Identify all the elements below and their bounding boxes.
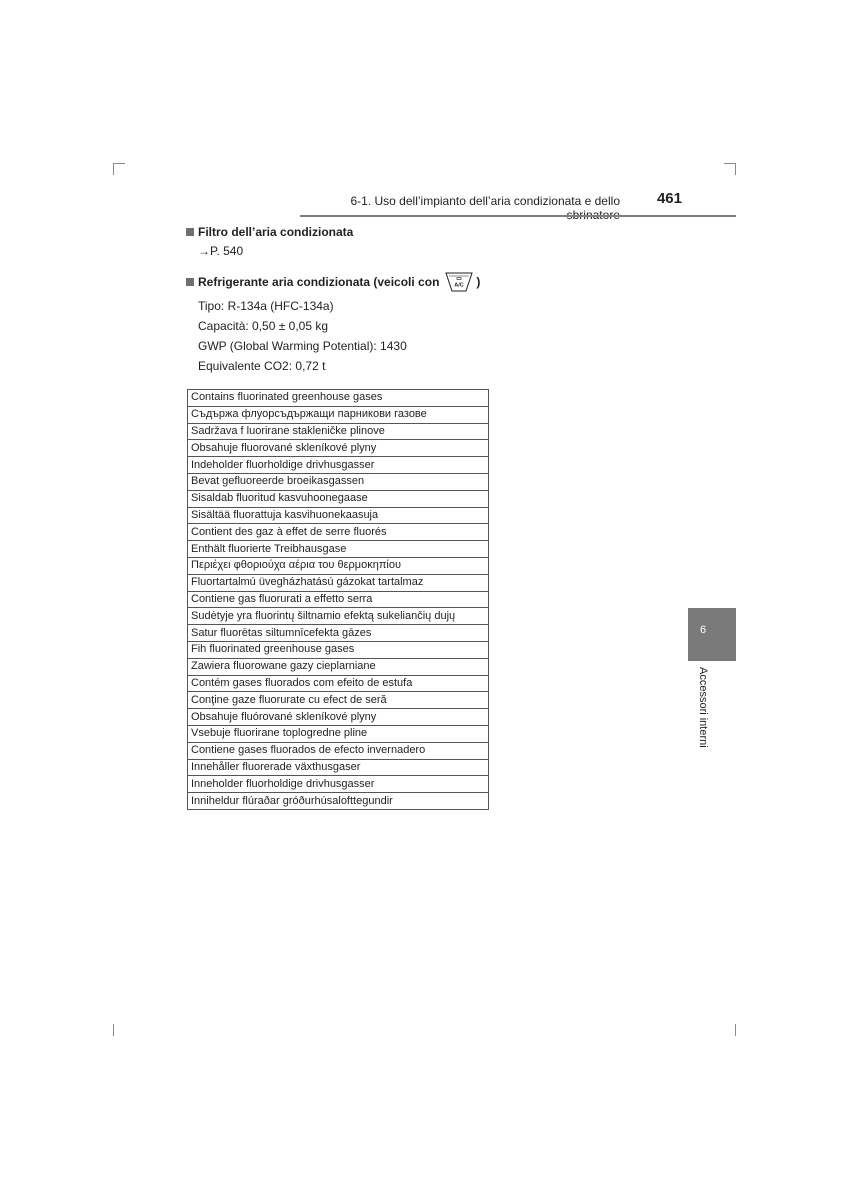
table-row bbox=[188, 742, 489, 759]
refrigerant-heading-suffix: ) bbox=[476, 275, 481, 289]
crop-mark-bottom-left-v bbox=[113, 1024, 114, 1036]
crop-mark-bottom-right-v bbox=[735, 1024, 736, 1036]
chapter-thumb-tab[interactable] bbox=[688, 608, 736, 661]
chapter-label: Accessori interni bbox=[697, 667, 709, 748]
table-row bbox=[188, 591, 489, 608]
table-row bbox=[188, 725, 489, 742]
table-cell: Contiene gas fluorurati a effetto serra bbox=[188, 591, 489, 608]
refrigerant-section-heading bbox=[186, 272, 480, 292]
table-cell: Fluortartalmú üvegházhatású gázokat tartalmaz bbox=[188, 574, 489, 591]
table-cell: Sisältää fluorattuja kasvihuonekaasuja bbox=[188, 507, 489, 524]
running-header-title: 6-1. Uso dell’impianto dell’aria condizionata e dello bbox=[350, 194, 620, 208]
table-row bbox=[188, 423, 489, 440]
filter-heading-text: Filtro dell’aria condizionata bbox=[198, 225, 354, 239]
svg-text:A/C: A/C bbox=[454, 282, 465, 289]
table-cell: Sisaldab fluoritud kasvuhoonegaase bbox=[188, 490, 489, 507]
header-rule bbox=[300, 215, 736, 217]
table-row bbox=[188, 608, 489, 625]
table-row bbox=[188, 692, 489, 709]
table-row bbox=[188, 641, 489, 658]
table-cell: Enthält fluorierte Treibhausgase bbox=[188, 541, 489, 558]
table-cell: Bevat gefluoreerde broeikasgassen bbox=[188, 473, 489, 490]
table-cell: Περιέχει φθοριούχα αέρια του θερμοκηπίου bbox=[188, 557, 489, 574]
crop-mark-top-left-v bbox=[113, 163, 114, 175]
refrigerant-heading-text: Refrigerante aria condizionata (veicoli con bbox=[198, 275, 440, 289]
table-cell: Innehåller fluorerade växthusgaser bbox=[188, 759, 489, 776]
table-row bbox=[188, 574, 489, 591]
table-row bbox=[188, 524, 489, 541]
crop-mark-top-left-h bbox=[113, 163, 125, 164]
table-row bbox=[188, 793, 489, 810]
table-cell: Vsebuje fluorirane toplogredne pline bbox=[188, 725, 489, 742]
table-row bbox=[188, 776, 489, 793]
crop-mark-top-right-h bbox=[724, 163, 736, 164]
spec-co2-equivalent: Equivalente CO2: 0,72 t bbox=[198, 359, 326, 373]
table-cell: Съдържа флуорсъдържащи парникови газове bbox=[188, 406, 489, 423]
crop-mark-top-right-v bbox=[735, 163, 736, 175]
table-row bbox=[188, 457, 489, 474]
table-row bbox=[188, 440, 489, 457]
table-row bbox=[188, 658, 489, 675]
table-cell: Inniheldur flúraðar gróðurhúsalofttegundir bbox=[188, 793, 489, 810]
table-cell: Contém gases fluorados com efeito de estufa bbox=[188, 675, 489, 692]
table-row bbox=[188, 709, 489, 726]
table-cell: Contains fluorinated greenhouse gases bbox=[188, 390, 489, 407]
table-row bbox=[188, 625, 489, 642]
table-cell: Sadržava f luorirane stakleničke plinove bbox=[188, 423, 489, 440]
filter-section-heading bbox=[186, 225, 353, 239]
spec-gwp: GWP (Global Warming Potential): 1430 bbox=[198, 339, 407, 353]
table-cell: Fih fluorinated greenhouse gases bbox=[188, 641, 489, 658]
bullet-square-icon bbox=[186, 278, 194, 286]
table-row bbox=[188, 759, 489, 776]
table-row bbox=[188, 406, 489, 423]
table-row bbox=[188, 473, 489, 490]
table-row bbox=[188, 507, 489, 524]
table-row bbox=[188, 557, 489, 574]
table-cell: Contiene gases fluorados de efecto invernadero bbox=[188, 742, 489, 759]
table-row bbox=[188, 490, 489, 507]
table-cell: Obsahuje fluórované skleníkové plyny bbox=[188, 709, 489, 726]
page-number: 461 bbox=[656, 190, 682, 207]
fluorinated-gas-table bbox=[187, 389, 489, 810]
table-cell: Indeholder fluorholdige drivhusgasser bbox=[188, 457, 489, 474]
page-reference-link[interactable]: →P. 540 bbox=[198, 244, 244, 258]
table-cell: Conţine gaze fluorurate cu efect de seră bbox=[188, 692, 489, 709]
table-row bbox=[188, 390, 489, 407]
table-cell: Inneholder fluorholdige drivhusgasser bbox=[188, 776, 489, 793]
spec-type: Tipo: R-134a (HFC-134a) bbox=[198, 299, 334, 313]
table-row bbox=[188, 541, 489, 558]
table-cell: Contient des gaz à effet de serre fluorés bbox=[188, 524, 489, 541]
table-cell: Zawiera fluorowane gazy cieplarniane bbox=[188, 658, 489, 675]
bullet-square-icon bbox=[186, 228, 194, 236]
spec-capacity: Capacità: 0,50 ± 0,05 kg bbox=[198, 319, 329, 333]
table-cell: Satur fluorētas siltumnīcefekta gāzes bbox=[188, 625, 489, 642]
table-cell: Obsahuje fluorované skleníkové plyny bbox=[188, 440, 489, 457]
chapter-number: 6 bbox=[699, 624, 707, 636]
table-row bbox=[188, 675, 489, 692]
ac-button-icon bbox=[445, 272, 473, 292]
table-cell: Sudėtyje yra fluorintų šiltnamio efektą sukeliančių dujų bbox=[188, 608, 489, 625]
